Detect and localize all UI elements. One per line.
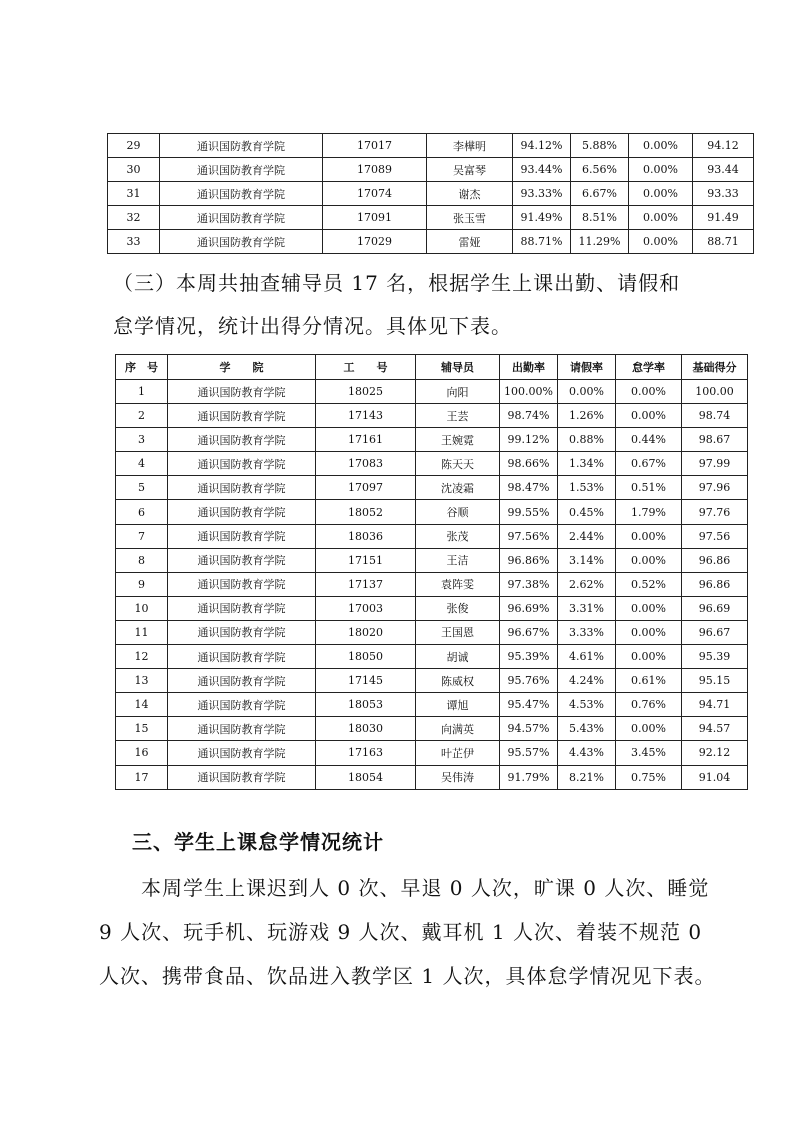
table-cell: 0.75%: [616, 765, 682, 789]
table-cell: 18050: [316, 645, 416, 669]
table-cell: 通识国防教育学院: [160, 230, 323, 254]
table-cell: 4: [116, 452, 168, 476]
table-cell: 2.44%: [558, 524, 616, 548]
table-cell: 98.47%: [500, 476, 558, 500]
table-cell: 17: [116, 765, 168, 789]
table-cell: 98.74: [682, 404, 748, 428]
table-cell: 0.00%: [616, 717, 682, 741]
table-cell: 93.44: [693, 158, 754, 182]
table-cell: 91.04: [682, 765, 748, 789]
table-cell: 3.33%: [558, 620, 616, 644]
table-cell: 吴伟涛: [416, 765, 500, 789]
table-cell: 向满英: [416, 717, 500, 741]
table-cell: 0.45%: [558, 500, 616, 524]
table-cell: 陈威权: [416, 669, 500, 693]
table-cell: 2: [116, 404, 168, 428]
table-cell: 0.00%: [616, 620, 682, 644]
table-cell: 6.56%: [571, 158, 629, 182]
table-cell: 96.67: [682, 620, 748, 644]
table-cell: 0.88%: [558, 428, 616, 452]
table-cell: 8: [116, 548, 168, 572]
table-cell: 4.53%: [558, 693, 616, 717]
table-cell: 张茂: [416, 524, 500, 548]
table-cell: 0.00%: [616, 380, 682, 404]
table-cell: 91.49: [693, 206, 754, 230]
table-cell: 通识国防教育学院: [168, 452, 316, 476]
table-cell: 97.56%: [500, 524, 558, 548]
section-heading: 三、学生上课怠学情况统计: [132, 830, 384, 854]
table-cell: 18052: [316, 500, 416, 524]
table-cell: 王国恩: [416, 620, 500, 644]
table-cell: 17161: [316, 428, 416, 452]
column-header: 学 院: [168, 355, 316, 380]
table-cell: 5.43%: [558, 717, 616, 741]
table-cell: 96.86: [682, 572, 748, 596]
summary-paragraph: [99, 866, 716, 998]
table-cell: 0.00%: [616, 404, 682, 428]
table-cell: 陈天天: [416, 452, 500, 476]
table-cell: 通识国防教育学院: [168, 765, 316, 789]
table-cell: 12: [116, 645, 168, 669]
table-row: [116, 572, 748, 596]
section3-paragraph: [99, 260, 699, 350]
table-cell: 雷娅: [427, 230, 513, 254]
table-cell: 0.00%: [558, 380, 616, 404]
table-cell: 0.00%: [629, 230, 693, 254]
table-row: [116, 452, 748, 476]
table-cell: 97.96: [682, 476, 748, 500]
table-body: [116, 380, 748, 790]
table-cell: 吴富琴: [427, 158, 513, 182]
table-cell: 谢杰: [427, 182, 513, 206]
table-cell: 96.86%: [500, 548, 558, 572]
table-cell: 29: [108, 134, 160, 158]
table-row: [108, 158, 754, 182]
table-cell: 王洁: [416, 548, 500, 572]
table-cell: 96.86: [682, 548, 748, 572]
table-body: [108, 134, 754, 254]
table-cell: 97.76: [682, 500, 748, 524]
table-cell: 93.33: [693, 182, 754, 206]
table-cell: 3.14%: [558, 548, 616, 572]
table-cell: 1.53%: [558, 476, 616, 500]
table-row: [116, 669, 748, 693]
table-cell: 通识国防教育学院: [168, 404, 316, 428]
table-cell: 31: [108, 182, 160, 206]
table-cell: 通识国防教育学院: [168, 596, 316, 620]
table-row: [116, 476, 748, 500]
table-cell: 18025: [316, 380, 416, 404]
table-cell: 95.57%: [500, 741, 558, 765]
table-row: [116, 428, 748, 452]
table-cell: 张玉雪: [427, 206, 513, 230]
table-cell: 通识国防教育学院: [168, 500, 316, 524]
table-cell: 11: [116, 620, 168, 644]
table-cell: 17003: [316, 596, 416, 620]
table-cell: 8.21%: [558, 765, 616, 789]
table-cell: 92.12: [682, 741, 748, 765]
table-cell: 5.88%: [571, 134, 629, 158]
table-cell: 91.79%: [500, 765, 558, 789]
paragraph-line: （三）本周共抽查辅导员 17 名，根据学生上课出勤、请假和: [113, 271, 681, 295]
table-cell: 16: [116, 741, 168, 765]
table-cell: 4.61%: [558, 645, 616, 669]
table-cell: 97.56: [682, 524, 748, 548]
table-row: [116, 765, 748, 789]
table-cell: 18054: [316, 765, 416, 789]
table-cell: 18036: [316, 524, 416, 548]
table-cell: 2.62%: [558, 572, 616, 596]
table-row: [116, 500, 748, 524]
table-cell: 0.00%: [616, 596, 682, 620]
table-cell: 17137: [316, 572, 416, 596]
table-row: [108, 206, 754, 230]
table-cell: 通识国防教育学院: [160, 158, 323, 182]
table-cell: 0.61%: [616, 669, 682, 693]
table-row: [108, 134, 754, 158]
table-cell: 99.55%: [500, 500, 558, 524]
table-cell: 0.00%: [616, 645, 682, 669]
table-cell: 88.71%: [513, 230, 571, 254]
table-cell: 17017: [323, 134, 427, 158]
table-cell: 王芸: [416, 404, 500, 428]
table-cell: 向阳: [416, 380, 500, 404]
table-row: [116, 404, 748, 428]
table-cell: 99.12%: [500, 428, 558, 452]
table-cell: 3: [116, 428, 168, 452]
table-cell: 94.12%: [513, 134, 571, 158]
table-cell: 88.71: [693, 230, 754, 254]
table-row: [116, 596, 748, 620]
table-cell: 98.67: [682, 428, 748, 452]
column-header: 请假率: [558, 355, 616, 380]
table-cell: 0.00%: [629, 182, 693, 206]
table-cell: 10: [116, 596, 168, 620]
table-cell: 95.39: [682, 645, 748, 669]
paragraph-line: 怠学情况，统计出得分情况。具体见下表。: [113, 314, 512, 338]
table-cell: 17097: [316, 476, 416, 500]
table-cell: 通识国防教育学院: [160, 206, 323, 230]
table-cell: 通识国防教育学院: [168, 741, 316, 765]
table-cell: 0.00%: [629, 206, 693, 230]
table-cell: 通识国防教育学院: [168, 524, 316, 548]
table-cell: 94.57%: [500, 717, 558, 741]
table-cell: 1.26%: [558, 404, 616, 428]
table-row: [116, 380, 748, 404]
table-cell: 李樺明: [427, 134, 513, 158]
table-cell: 14: [116, 693, 168, 717]
table-cell: 93.33%: [513, 182, 571, 206]
table-cell: 98.74%: [500, 404, 558, 428]
column-header: 序 号: [116, 355, 168, 380]
table-cell: 0.76%: [616, 693, 682, 717]
table-cell: 0.52%: [616, 572, 682, 596]
table-cell: 谷顺: [416, 500, 500, 524]
table-cell: 17089: [323, 158, 427, 182]
column-header: 基础得分: [682, 355, 748, 380]
table-cell: 1.34%: [558, 452, 616, 476]
table-cell: 93.44%: [513, 158, 571, 182]
table-cell: 0.00%: [616, 524, 682, 548]
table-cell: 袁阵雯: [416, 572, 500, 596]
table-cell: 1: [116, 380, 168, 404]
table-cell: 33: [108, 230, 160, 254]
table-cell: 17151: [316, 548, 416, 572]
table-cell: 0.00%: [616, 548, 682, 572]
table-cell: 叶芷伊: [416, 741, 500, 765]
table-cell: 95.47%: [500, 693, 558, 717]
table-cell: 9: [116, 572, 168, 596]
table-cell: 94.57: [682, 717, 748, 741]
table-header: [116, 355, 748, 380]
table-cell: 通识国防教育学院: [168, 620, 316, 644]
table-cell: 96.69%: [500, 596, 558, 620]
table-cell: 30: [108, 158, 160, 182]
table-cell: 15: [116, 717, 168, 741]
table-cell: 通识国防教育学院: [168, 380, 316, 404]
table-cell: 3.45%: [616, 741, 682, 765]
column-header: 怠学率: [616, 355, 682, 380]
table-cell: 通识国防教育学院: [168, 693, 316, 717]
table-cell: 0.67%: [616, 452, 682, 476]
table-cell: 17163: [316, 741, 416, 765]
table-cell: 17145: [316, 669, 416, 693]
table-cell: 张俊: [416, 596, 500, 620]
table-cell: 17074: [323, 182, 427, 206]
table-cell: 3.31%: [558, 596, 616, 620]
table-cell: 18030: [316, 717, 416, 741]
table-cell: 95.39%: [500, 645, 558, 669]
table-cell: 97.99: [682, 452, 748, 476]
table-row: [108, 230, 754, 254]
table-cell: 通识国防教育学院: [168, 548, 316, 572]
table-cell: 通识国防教育学院: [160, 182, 323, 206]
table-cell: 谭旭: [416, 693, 500, 717]
table-cell: 通识国防教育学院: [168, 572, 316, 596]
table-cell: 通识国防教育学院: [168, 669, 316, 693]
table-row: [116, 741, 748, 765]
table-cell: 97.38%: [500, 572, 558, 596]
table-row: [116, 645, 748, 669]
table-cell: 95.76%: [500, 669, 558, 693]
table-cell: 94.12: [693, 134, 754, 158]
table-cell: 13: [116, 669, 168, 693]
table-cell: 100.00: [682, 380, 748, 404]
table-row: [116, 620, 748, 644]
table-row: [116, 717, 748, 741]
table-cell: 8.51%: [571, 206, 629, 230]
table-cell: 4.43%: [558, 741, 616, 765]
table-cell: 0.00%: [629, 134, 693, 158]
column-header: 工 号: [316, 355, 416, 380]
table-cell: 17143: [316, 404, 416, 428]
paragraph-line: 人次、携带食品、饮品进入教学区 1 人次，具体怠学情况见下表。: [99, 964, 716, 988]
table-cell: 95.15: [682, 669, 748, 693]
table-cell: 胡诚: [416, 645, 500, 669]
table-cell: 4.24%: [558, 669, 616, 693]
table-cell: 98.66%: [500, 452, 558, 476]
table-cell: 5: [116, 476, 168, 500]
table-cell: 17029: [323, 230, 427, 254]
table-cell: 18053: [316, 693, 416, 717]
table-row: [108, 182, 754, 206]
table-cell: 18020: [316, 620, 416, 644]
table-cell: 沈凌霜: [416, 476, 500, 500]
table-cell: 6: [116, 500, 168, 524]
counselor-score-table: [115, 354, 748, 790]
table-cell: 11.29%: [571, 230, 629, 254]
table-cell: 17091: [323, 206, 427, 230]
table-cell: 通识国防教育学院: [168, 717, 316, 741]
paragraph-line: 9 人次、玩手机、玩游戏 9 人次、戴耳机 1 人次、着装不规范 0: [99, 920, 703, 944]
table-cell: 91.49%: [513, 206, 571, 230]
table-row: [116, 548, 748, 572]
column-header: 辅导员: [416, 355, 500, 380]
table-cell: 通识国防教育学院: [160, 134, 323, 158]
table-row: [116, 524, 748, 548]
table-cell: 96.67%: [500, 620, 558, 644]
table-cell: 96.69: [682, 596, 748, 620]
table-row: [116, 693, 748, 717]
table-cell: 100.00%: [500, 380, 558, 404]
column-header: 出勤率: [500, 355, 558, 380]
table-cell: 94.71: [682, 693, 748, 717]
counselor-score-table-continued: [107, 133, 754, 254]
table-cell: 17083: [316, 452, 416, 476]
table-cell: 通识国防教育学院: [168, 645, 316, 669]
table-cell: 王婉霓: [416, 428, 500, 452]
table-cell: 7: [116, 524, 168, 548]
table-cell: 32: [108, 206, 160, 230]
table-cell: 0.51%: [616, 476, 682, 500]
table-cell: 0.00%: [629, 158, 693, 182]
paragraph-line: 本周学生上课迟到人 0 次、早退 0 人次，旷课 0 人次、睡觉: [99, 876, 710, 900]
table-cell: 通识国防教育学院: [168, 476, 316, 500]
table-cell: 1.79%: [616, 500, 682, 524]
table-cell: 通识国防教育学院: [168, 428, 316, 452]
table-cell: 6.67%: [571, 182, 629, 206]
table-cell: 0.44%: [616, 428, 682, 452]
